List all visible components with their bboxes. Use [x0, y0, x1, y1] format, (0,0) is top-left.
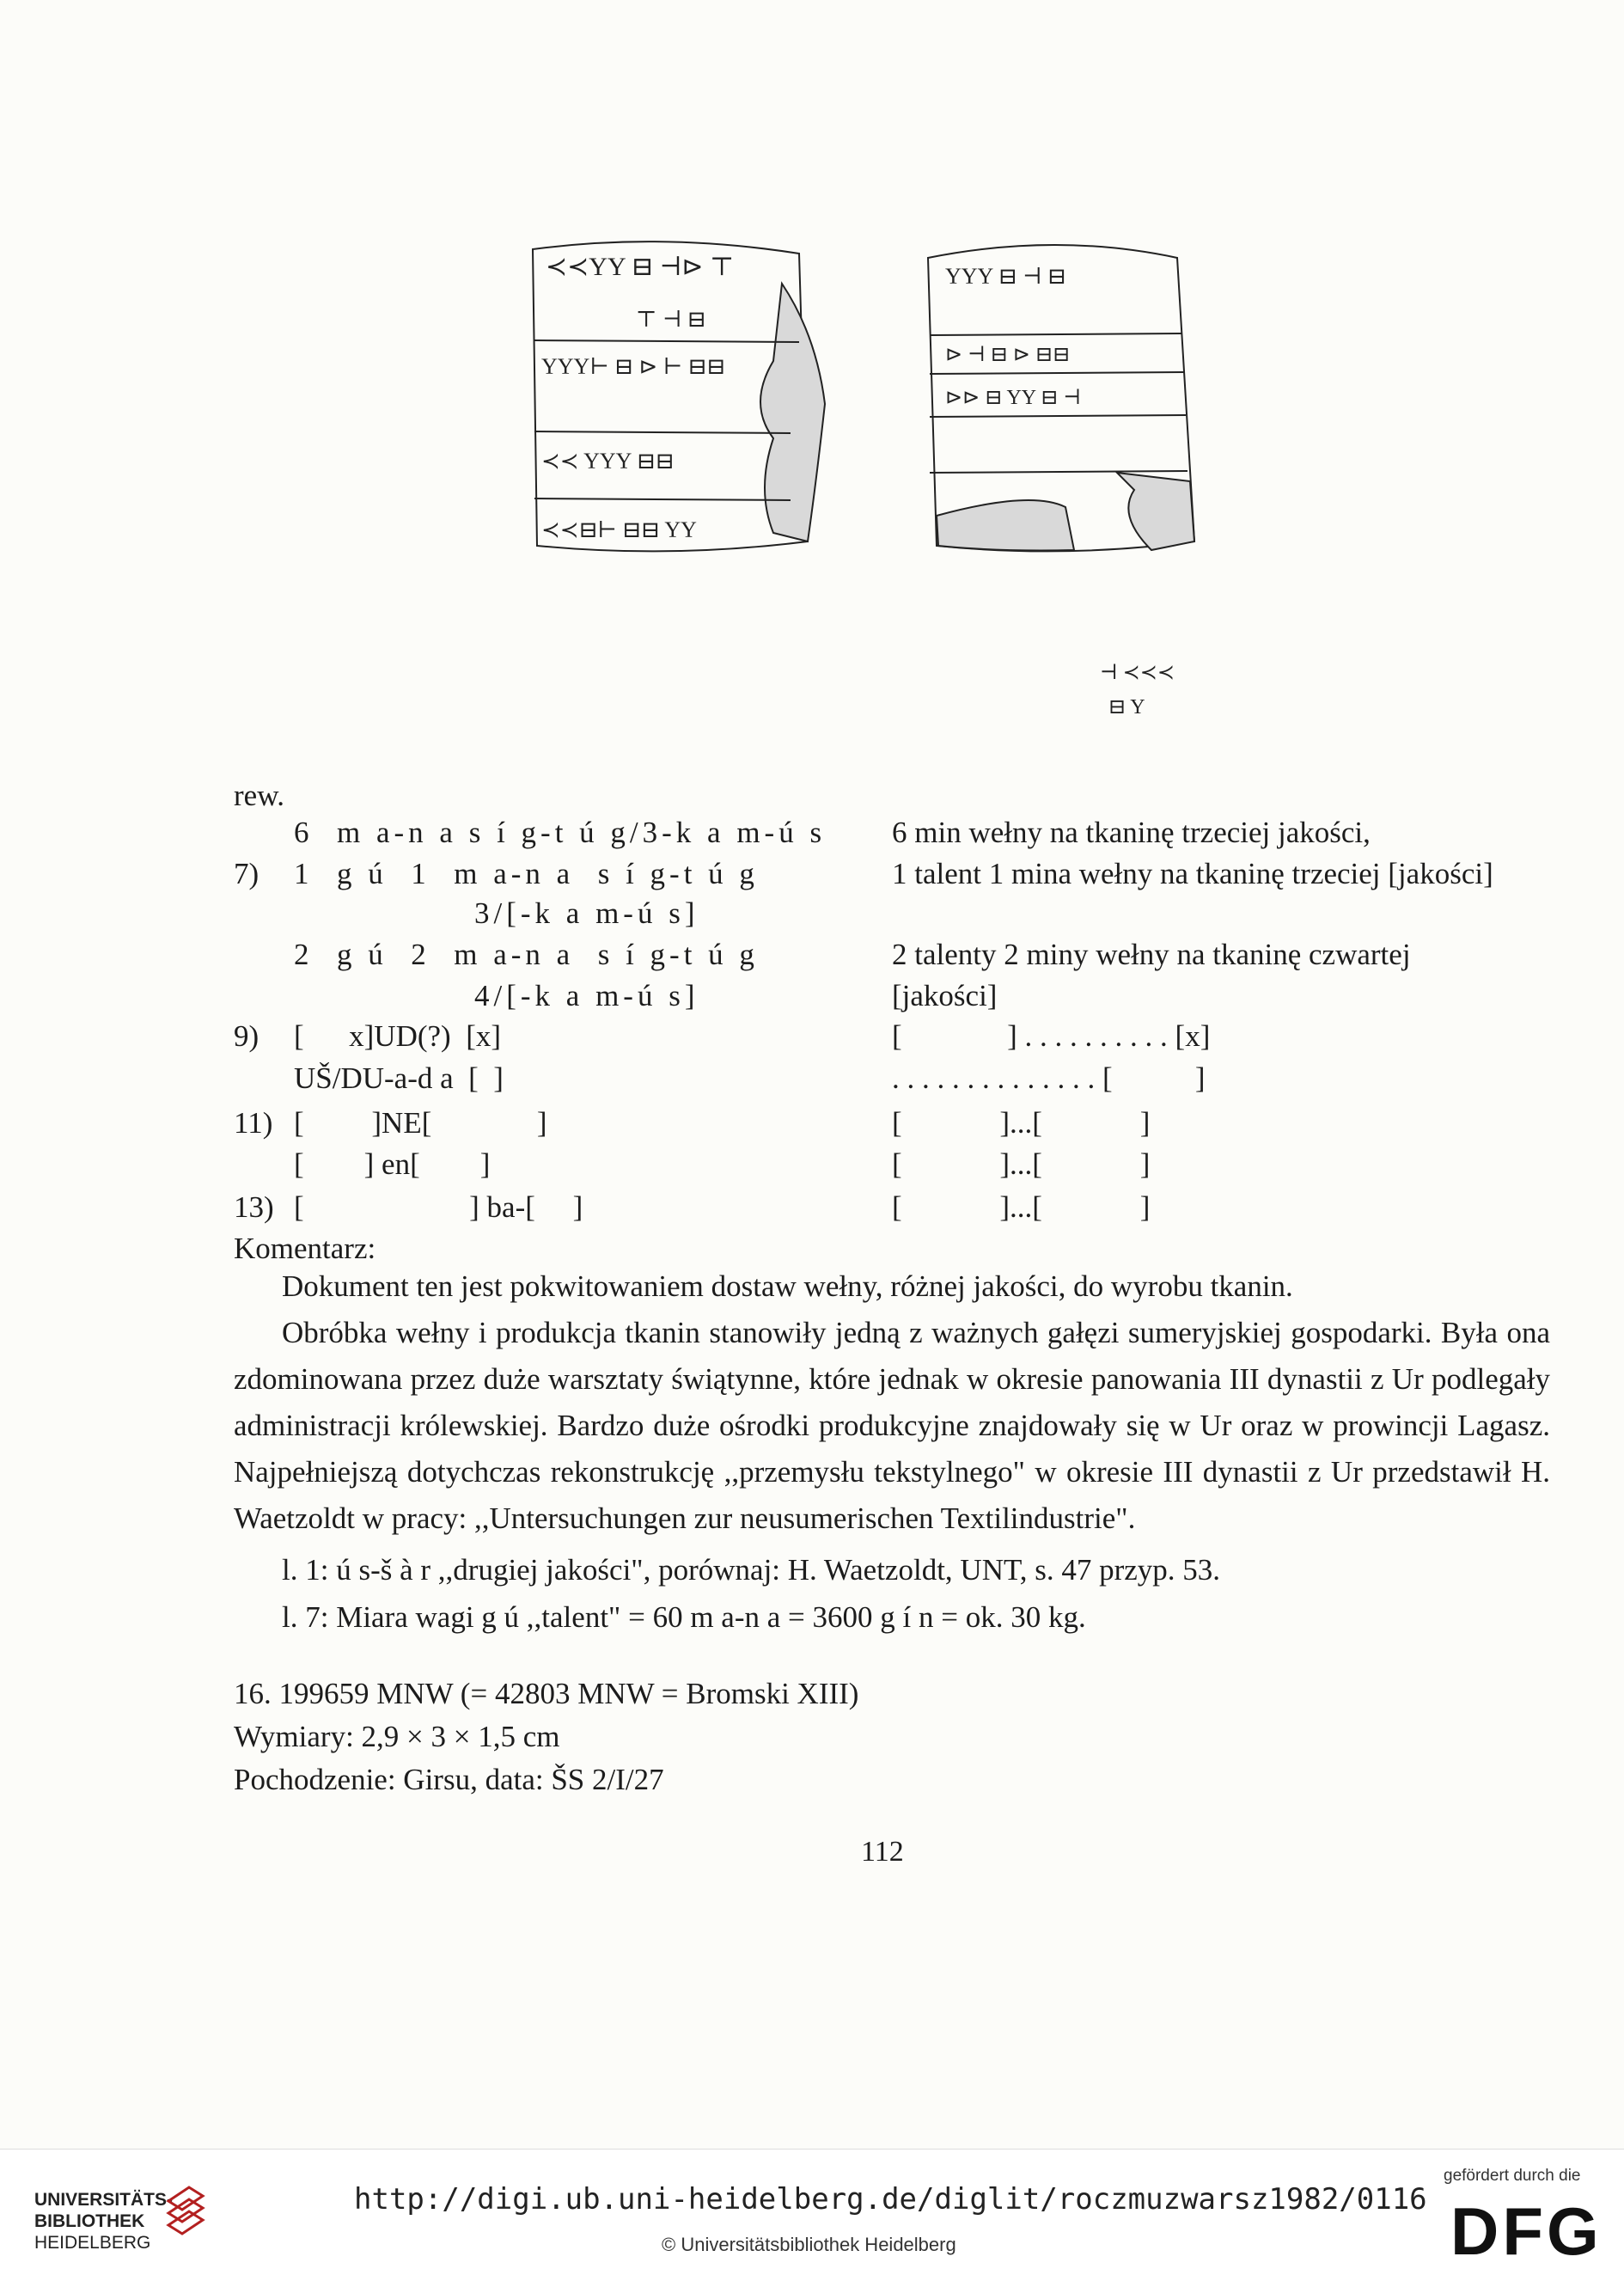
svg-text:⊳ ⊣ ⊟ ⊳ ⊟⊟: ⊳ ⊣ ⊟ ⊳ ⊟⊟ [945, 344, 1071, 366]
library-name-line: BIBLIOTHEK [34, 2211, 145, 2231]
row-translation: [ ]...[ ] [892, 1190, 1151, 1224]
row-translit: UŠ/DU-a-d a [ ] [294, 1061, 504, 1095]
tablet-obverse [533, 242, 825, 551]
row-translation: . . . . . . . . . . . . . . [ ] [892, 1061, 1206, 1095]
comment-note: l. 1: ú s-š à r ,,drugiej jakości", porównaj: H. Waetzoldt, UNT, s. 47 przyp. 53. [282, 1553, 1221, 1587]
row-translit: [ ]NE[ ] [294, 1106, 547, 1140]
library-emblem-icon [163, 2184, 208, 2244]
library-logo[interactable] [34, 2189, 173, 2253]
comment-paragraph: Obróbka wełny i produkcja tkanin stanowiły jedną z ważnych gałęzi sumeryjskiej gospodarki. Była ona zdominowana przez duże warsztaty świątynne, które jednak w okresie panowania III dynastii z Ur podlegały administracji królewskiej. Bardzo duże ośrodki produkcyjne znajdowały się w Ur oraz w prowincji Lagasz. Najpełniejszą dotychczas rekonstrukcję ,,przemysłu tekstylnego" w okresie III dynastii z Ur przedstawił H. Waetzoldt w pracy: ,,Untersuchungen zur neusumerischen Textilindustrie". [234, 1316, 1550, 1535]
copyright-notice: © Universitätsbibliothek Heidelberg [662, 2234, 956, 2255]
row-translit: 2 g ú 2 m a-n a s í g-t ú g [294, 938, 759, 971]
svg-text:⊣ ≺≺≺: ⊣ ≺≺≺ [1100, 662, 1175, 684]
comment-paragraph: Dokument ten jest pokwitowaniem dostaw wełny, różnej jakości, do wyrobu tkanin. [282, 1269, 1293, 1303]
row-num: 7) [234, 857, 259, 890]
svg-text:≺≺ ΥΥΥ ⊟⊟: ≺≺ ΥΥΥ ⊟⊟ [541, 449, 675, 474]
row-translit: 1 g ú 1 m a-n a s í g-t ú g [294, 857, 759, 890]
row-translation: [ ] . . . . . . . . . . [x] [892, 1019, 1211, 1053]
row-translation: 1 talent 1 mina wełny na tkaninę trzeciej [jakości] [892, 857, 1493, 890]
library-name-line: HEIDELBERG [34, 2233, 151, 2253]
row-translit: 3/[-k a m-ú s] [474, 896, 699, 930]
row-translation: [ ]...[ ] [892, 1106, 1151, 1140]
row-translit: 6 m a-n a s í g-t ú g/3-k a m-ú s [294, 816, 827, 849]
row-translit: 4/[-k a m-ú s] [474, 979, 699, 1012]
svg-text:⊟ Υ: ⊟ Υ [1108, 696, 1145, 719]
svg-text:⊤ ⊣ ⊟: ⊤ ⊣ ⊟ [636, 307, 706, 332]
permalink-url[interactable]: http://digi.ub.uni-heidelberg.de/diglit/roczmuzwarsz1982/0116 [354, 2182, 1427, 2217]
row-num: 13) [234, 1190, 274, 1224]
tablet-reverse [928, 245, 1194, 719]
svg-text:≺≺ΥΥ ⊟ ⊣⊳ ⊤: ≺≺ΥΥ ⊟ ⊣⊳ ⊤ [546, 253, 735, 281]
entry-origin: Pochodzenie: Girsu, data: ŠS 2/I/27 [234, 1763, 664, 1796]
svg-text:ΥΥΥ ⊟ ⊣ ⊟: ΥΥΥ ⊟ ⊣ ⊟ [945, 264, 1066, 289]
funding-label: gefördert durch die [1444, 2167, 1581, 2185]
svg-text:⊳⊳ ⊟ ΥΥ ⊟ ⊣: ⊳⊳ ⊟ ΥΥ ⊟ ⊣ [945, 387, 1081, 409]
row-num: 11) [234, 1106, 273, 1140]
svg-text:≺≺⊟⊢ ⊟⊟ ΥΥ: ≺≺⊟⊢ ⊟⊟ ΥΥ [541, 517, 697, 542]
library-name-line: UNIVERSITÄTS- [34, 2190, 174, 2210]
row-translation: [jakości] [892, 979, 998, 1012]
page-number: 112 [861, 1836, 904, 1868]
row-num: 9) [234, 1019, 259, 1053]
row-translit: [ ] en[ ] [294, 1147, 491, 1181]
cuneiform-tablet-drawings [516, 232, 1289, 748]
dfg-logo[interactable]: DFG [1450, 2193, 1603, 2269]
entry-dimensions: Wymiary: 2,9 × 3 × 1,5 cm [234, 1720, 560, 1753]
row-translation: 2 talenty 2 miny wełny na tkaninę czwartej [892, 938, 1411, 971]
row-translation: [ ]...[ ] [892, 1147, 1151, 1181]
footer-bar [0, 2149, 1624, 2281]
comment-note: l. 7: Miara wagi g ú ,,talent" = 60 m a-n a = 3600 g í n = ok. 30 kg. [282, 1600, 1086, 1634]
svg-text:ΥΥΥ⊢ ⊟ ⊳ ⊢ ⊟⊟: ΥΥΥ⊢ ⊟ ⊳ ⊢ ⊟⊟ [541, 354, 726, 379]
row-translit: [ ] ba-[ ] [294, 1190, 583, 1224]
row-translation: 6 min wełny na tkaninę trzeciej jakości, [892, 816, 1371, 849]
row-translit: [ x]UD(?) [x] [294, 1019, 502, 1053]
comment-heading: Komentarz: [234, 1232, 376, 1265]
rev-label: rew. [234, 779, 284, 812]
entry-heading: 16. 199659 MNW (= 42803 MNW = Bromski XIII) [234, 1677, 859, 1710]
